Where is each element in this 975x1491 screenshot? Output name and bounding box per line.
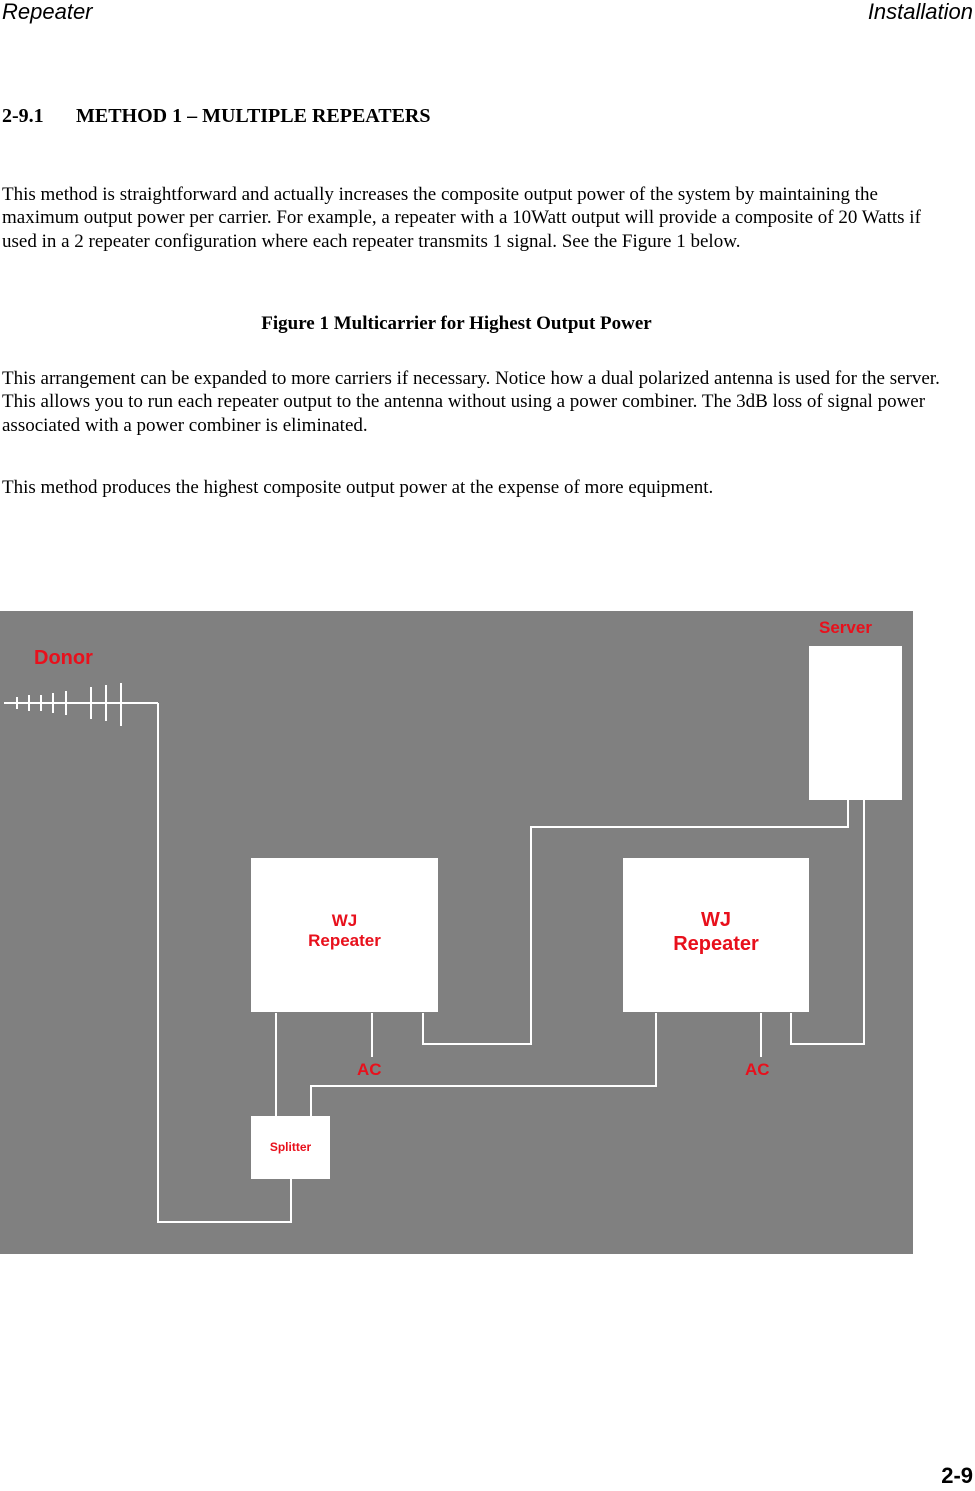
ac-label-2: AC	[745, 1060, 770, 1079]
paragraph-arrangement: This arrangement can be expanded to more carriers if necessary. Notice how a dual polarized antenna is used for the server. This allows you to run each repeater output to the antenna without using a power combiner. The 3dB loss of signal power associated with a power combiner is eliminated.	[2, 368, 940, 436]
running-header-right: Installation	[867, 0, 973, 24]
donor-antenna-icon	[4, 683, 158, 726]
section-heading	[2, 104, 431, 128]
repeater-2	[623, 858, 809, 1012]
repeater-1-label-line2: Repeater	[308, 931, 381, 950]
splitter	[251, 1116, 330, 1179]
donor-label: Donor	[34, 647, 93, 669]
repeater-1-label-line1: WJ	[331, 911, 358, 930]
figure-caption: Figure 1 Multicarrier for Highest Output Power	[261, 313, 652, 334]
repeater-2-label-line2: Repeater	[673, 933, 759, 955]
section-number: 2-9.1	[2, 105, 44, 127]
splitter-label: Splitter	[269, 1140, 312, 1154]
paragraph-conclusion: This method produces the highest composite output power at the expense of more equipment.	[2, 477, 714, 498]
ac-label-1: AC	[357, 1060, 382, 1079]
figure-diagram	[0, 611, 913, 1254]
running-header-left: Repeater	[2, 0, 93, 24]
server-label: Server	[819, 618, 872, 637]
repeater-1	[251, 858, 438, 1012]
paragraph-intro: This method is straightforward and actually increases the composite output power of the system by maintaining the maximum output power per carrier. For example, a repeater with a 10Watt output will provide a composite of 20 Watts if used in a 2 repeater configuration where each repeater transmits 1 signal. See the Figure 1 below.	[2, 184, 921, 252]
section-title-text: METHOD 1 – MULTIPLE REPEATERS	[76, 105, 431, 127]
server-antenna	[809, 646, 902, 800]
repeater-2-label-line1: WJ	[701, 909, 731, 931]
page-number: 2-9	[941, 1463, 973, 1488]
